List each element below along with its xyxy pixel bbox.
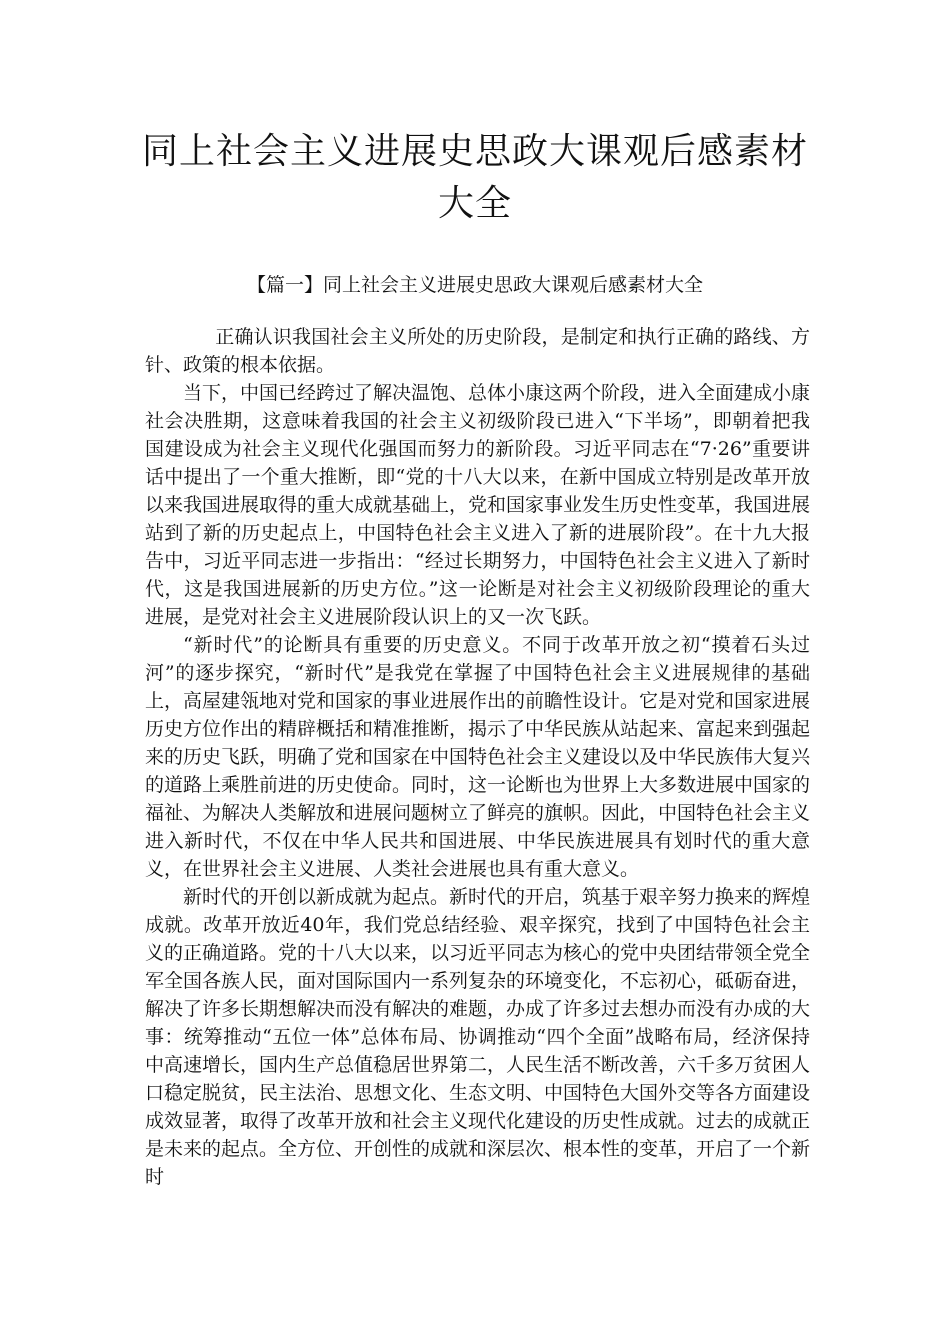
section-heading: 【篇一】同上社会主义进展史思政大课观后感素材大全 [246,274,703,296]
document-title-line-2: 大全 [437,183,512,224]
paragraph-1: 正确认识我国社会主义所处的历史阶段，是制定和执行正确的路线、方针、政策的根本依据。 [145,326,810,376]
document-title [120,126,830,230]
paragraph-4: 新时代的开创以新成就为起点。新时代的开启，筑基于艰辛努力换来的辉煌成就。改革开放近40年，我们党总结经验、艰辛探究，找到了中国特色社会主义的正确道路。党的十八大以来，以习近平同志为核心的党中央团结带领全党全军全国各族人民，面对国际国内一系列复杂的环境变化，不忘初心，砥砺奋进，解决了许多长期想解决而没有解决的难题，办成了许多过去想办而没有办成的大事：统筹推动“五位一体”总体布局、协调推动“四个全面”战略布局，经济保持中高速增长，国内生产总值稳居世界第二，人民生活不断改善，六千多万贫困人口稳定脱贫，民主法治、思想文化、生态文明、中国特色大国外交等各方面建设成效显著，取得了改革开放和社会主义现代化建设的历史性成就。过去的成就正是未来的起点。全方位、开创性的成就和深层次、根本性的变革，开启了一个新时 [145,886,811,1188]
document-title-line-1: 同上社会主义进展史思政大课观后感素材 [141,131,808,172]
document-body [145,323,810,1191]
paragraph-3: “新时代”的论断具有重要的历史意义。不同于改革开放之初“摸着石头过河”的逐步探究，“新时代”是我党在掌握了中国特色社会主义进展规律的基础上，高屋建瓴地对党和国家的事业进展作出的前瞻性设计。它是对党和国家进展历史方位作出的精辟概括和精准推断，揭示了中华民族从站起来、富起来到强起来的历史飞跃，明确了党和国家在中国特色社会主义建设以及中华民族伟大复兴的道路上乘胜前进的历史使命。同时，这一论断也为世界上大多数进展中国家的福祉、为解决人类解放和进展问题树立了鲜亮的旗帜。因此，中国特色社会主义进入新时代，不仅在中华人民共和国进展、中华民族进展具有划时代的重大意义，在世界社会主义进展、人类社会进展也具有重大意义。 [145,634,811,880]
paragraph-2: 当下，中国已经跨过了解决温饱、总体小康这两个阶段，进入全面建成小康社会决胜期，这意味着我国的社会主义初级阶段已进入“下半场”，即朝着把我国建设成为社会主义现代化强国而努力的新阶段。习近平同志在“7·26”重要讲话中提出了一个重大推断，即“党的十八大以来，在新中国成立特别是改革开放以来我国进展取得的重大成就基础上，党和国家事业发生历史性变革，我国进展站到了新的历史起点上，中国特色社会主义进入了新的进展阶段”。在十九大报告中，习近平同志进一步指出：“经过长期努力，中国特色社会主义进入了新时代，这是我国进展新的历史方位。”这一论断是对社会主义初级阶段理论的重大进展，是党对社会主义进展阶段认识上的又一次飞跃。 [145,382,811,628]
